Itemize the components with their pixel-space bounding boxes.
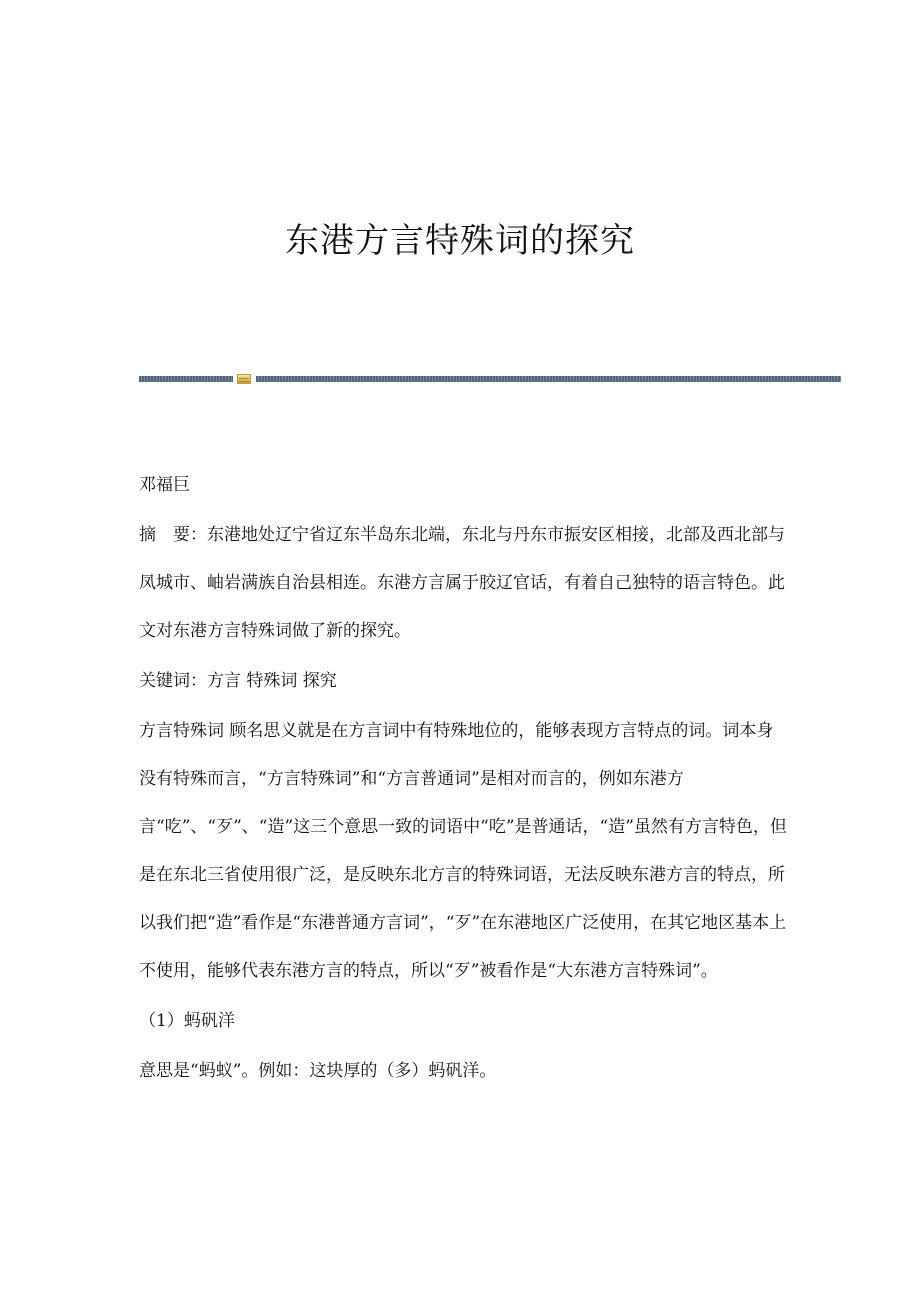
document-body [139,466,789,1102]
divider-bar-right [256,376,841,382]
document-title: 东港方言特殊词的探究 [285,221,635,261]
title-divider [139,374,841,382]
abstract-paragraph: 摘 要：东港地处辽宁省辽东半岛东北端，东北与丹东市振安区相接，北部及西北部与凤城市、岫岩满族自治县相连。东港方言属于胶辽官话，有着自己独特的语言特色。此文对东港方言特殊词做了新的探究。 [139,525,785,641]
envelope-emblem-icon [237,374,251,384]
divider-bar-left [139,376,233,382]
section-heading: （1）蚂矾洋 [139,1011,235,1031]
body-paragraph: 方言特殊词 顾名思义就是在方言词中有特殊地位的，能够表现方言特点的词。词本身没有特殊而言，“方言特殊词”和“方言普通词”是相对而言的，例如东港方言“吃”、“歹”、“造”这三个意思一致的词语中“吃”是普通话，“造”虽然有方言特色，但是在东北三省使用很广泛，是反映东北方言的特殊词语，无法反映东港方言的特点，所以我们把“造”看作是“东港普通方言词”，“歹”在东港地区广泛使用，在其它地区基本上不使用，能够代表东港方言的特点，所以“歹”被看作是“大东港方言特殊词”。 [139,721,787,981]
section-text: 意思是“蚂蚁”。例如：这块厚的（多）蚂矾洋。 [139,1061,497,1081]
author-name: 邓福巨 [139,475,190,495]
keywords-line: 关键词：方言 特殊词 探究 [139,671,337,691]
